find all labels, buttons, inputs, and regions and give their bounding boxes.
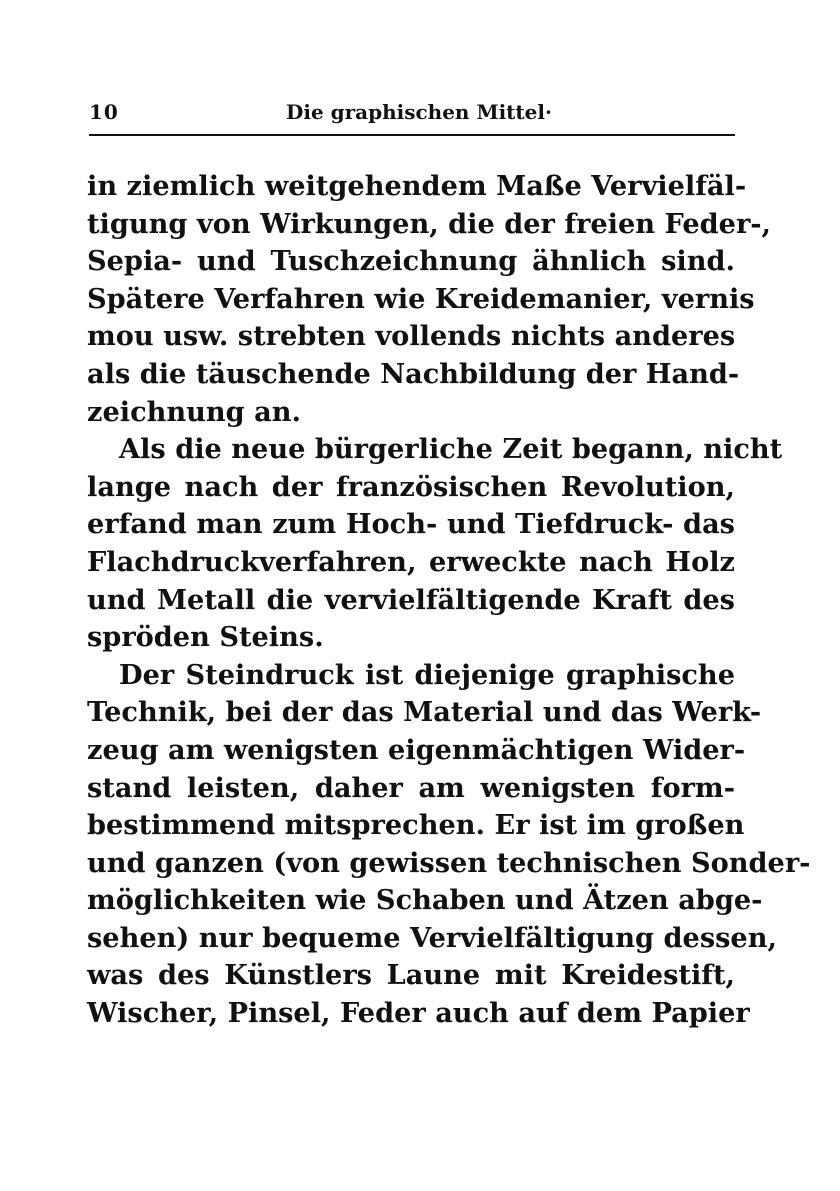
text-line: und Metall die vervielfältigende Kraft des — [87, 583, 735, 616]
body-text — [87, 168, 811, 1033]
text-line: Spätere Verfahren wie Kreidemanier, vernis — [87, 282, 755, 315]
text-line: als die täuschende Nachbildung der Hand- — [87, 357, 740, 390]
text-line: lange nach der französischen Revolution, — [87, 470, 735, 503]
text-line: Wischer, Pinsel, Feder auch auf dem Papier — [87, 997, 750, 1030]
text-line: bestimmend mitsprechen. Er ist im großen — [87, 809, 745, 842]
text-line: zeug am wenigsten eigenmächtigen Wider- — [87, 733, 746, 766]
text-line: was des Künstlers Laune mit Kreidestift, — [87, 959, 735, 992]
text-line: erfand man zum Hoch- und Tiefdruck- das — [87, 508, 735, 541]
text-line: mou usw. strebten vollends nichts anderes — [87, 320, 736, 353]
text-line: Flachdruckverfahren, erweckte nach Holz — [87, 545, 735, 578]
text-line: und ganzen (von gewissen technischen Sonder- — [87, 846, 811, 879]
text-line: stand leisten, daher am wenigsten form- — [87, 771, 735, 804]
text-line: Als die neue bürgerliche Zeit begann, nicht — [119, 433, 783, 466]
text-line: Technik, bei der das Material und das Werk- — [87, 696, 762, 729]
text-line: in ziemlich weitgehendem Maße Vervielfäl- — [87, 170, 747, 202]
text-line: zeichnung an. — [87, 395, 302, 428]
text-line: Sepia- und Tuschzeichnung ähnlich sind. — [87, 245, 735, 278]
running-title: Die graphischen Mittel· — [286, 100, 552, 124]
text-line: Der Steindruck ist diejenige graphische — [119, 658, 735, 691]
text-line: tigung von Wirkungen, die der freien Feder-, — [87, 207, 772, 240]
page-header — [89, 100, 735, 136]
text-line: spröden Steins. — [87, 621, 324, 654]
text-line: möglichkeiten wie Schaben und Ätzen abge- — [87, 884, 763, 917]
text-line: sehen) nur bequeme Vervielfältigung dessen, — [87, 921, 777, 954]
header-rule — [89, 134, 735, 136]
page-number: 10 — [89, 100, 119, 124]
